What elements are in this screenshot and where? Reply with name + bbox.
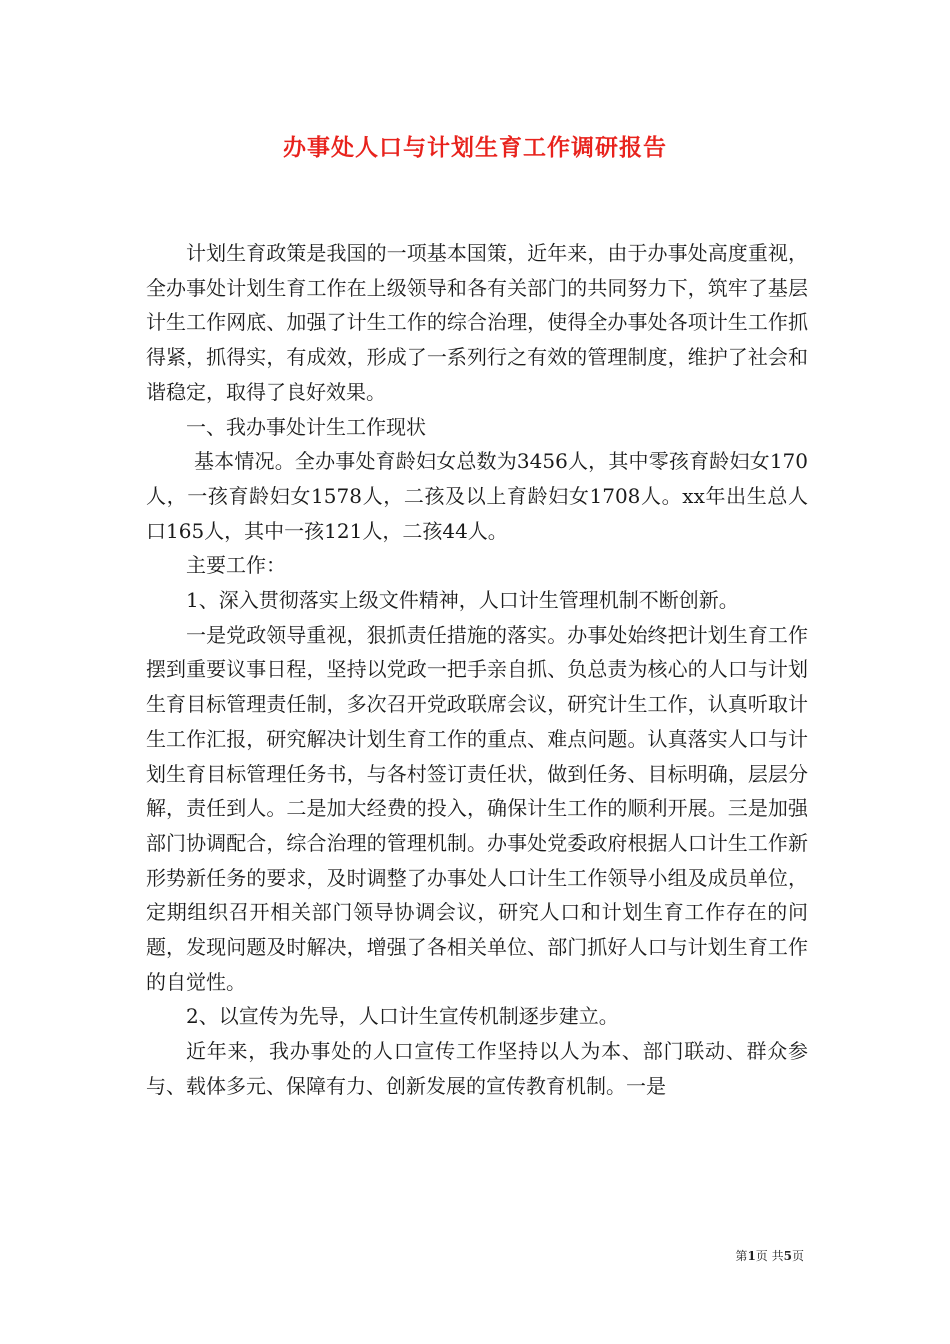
- document-title: 办事处人口与计划生育工作调研报告: [283, 134, 667, 161]
- paragraph-basic-info: 基本情况。全办事处育龄妇女总数为3456人，其中零孩育龄妇女170人，一孩育龄妇女1578人，二孩及以上育龄妇女1708人。xx年出生总人口165人，其中一孩121人，二孩44人。: [146, 449, 808, 543]
- paragraph-publicity: 近年来，我办事处的人口宣传工作坚持以人为本、部门联动、群众参与、载体多元、保障有力、创新发展的宣传教育机制。一是: [146, 1039, 808, 1098]
- current-page-number: 1: [747, 1249, 756, 1263]
- paragraph-intro: 计划生育政策是我国的一项基本国策，近年来，由于办事处高度重视，全办事处计划生育工作在上级领导和各有关部门的共同努力下，筑牢了基层计生工作网底、加强了计生工作的综合治理，使得全办事处各项计生工作抓得紧，抓得实，有成效，形成了一系列行之有效的管理制度，维护了社会和谐稳定，取得了良好效果。: [146, 241, 808, 404]
- paragraph-leadership: 一是党政领导重视，狠抓责任措施的落实。办事处始终把计划生育工作摆到重要议事日程，坚持以党政一把手亲自抓、负总责为核心的人口与计划生育目标管理责任制，多次召开党政联席会议，研究计生工作，认真听取计生工作汇报，研究解决计划生育工作的重点、难点问题。认真落实人口与计划生育目标管理任务书，与各村签订责任状，做到任务、目标明确，层层分解，责任到人。二是加大经费的投入，确保计生工作的顺利开展。三是加强部门协调配合，综合治理的管理机制。办事处党委政府根据人口计生工作新形势新任务的要求，及时调整了办事处人口计生工作领导小组及成员单位，定期组织召开相关部门领导协调会议，研究人口和计划生育工作存在的问题，发现问题及时解决，增强了各相关单位、部门抓好人口与计划生育工作的自觉性。: [146, 622, 808, 994]
- section-heading-current-status: 一、我办事处计生工作现状: [186, 414, 426, 439]
- footer-middle: 页 共: [755, 1249, 784, 1263]
- paragraph-main-work-heading: 主要工作：: [186, 553, 286, 578]
- document-body: [146, 236, 808, 1104]
- subheading-item-2: 2、以宣传为先导，人口计生宣传机制逐步建立。: [186, 1004, 619, 1029]
- page-number-footer: [735, 1248, 804, 1264]
- footer-prefix: 第: [735, 1249, 748, 1263]
- total-page-number: 5: [783, 1249, 792, 1263]
- footer-suffix: 页: [791, 1249, 804, 1263]
- subheading-item-1: 1、深入贯彻落实上级文件精神，人口计生管理机制不断创新。: [186, 588, 739, 613]
